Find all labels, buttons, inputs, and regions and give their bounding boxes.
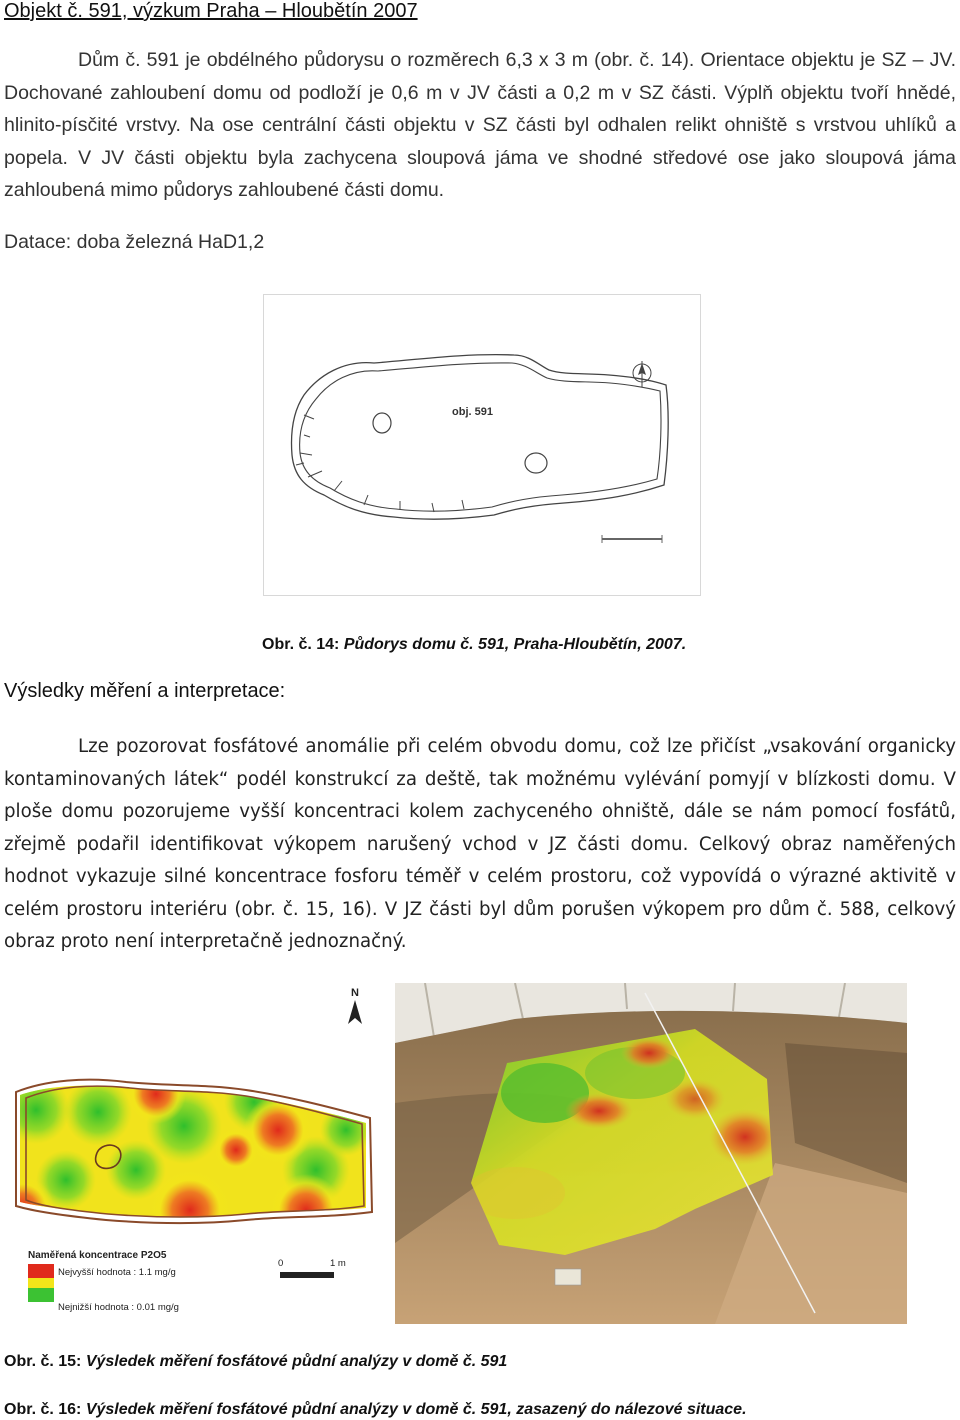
intro-paragraph xyxy=(4,44,956,207)
legend-swatch-min xyxy=(28,1288,54,1302)
excavation-photo xyxy=(395,983,907,1324)
results-text: Lze pozorovat fosfátové anomálie při celém obvodu domu, což lze přičíst „vsakování organicky kontaminovaných látek“ podél konstrukcí za deště, tak možnému vylévání pomyjí v blízkosti domu. V ploše domu pozorujeme vyšší koncentraci kolem zachyceného ohniště, dále se nám pomocí fosfátů, zřejmě podařil identifikovat výkopem narušený vchod v JZ části domu. Celkový obraz naměřených hodnot vykazuje silné koncentrace fosforu téměř v celém prostoru, což vypovídá o výrazné aktivitě v celém prostoru interiéru (obr. č. 15, 16). V JZ části byl dům porušen výkopem pro dům č. 588, celkový obraz proto není interpretačně jednoznačný. xyxy=(4,736,956,952)
scale-bar xyxy=(280,1272,334,1278)
figure-16-photo xyxy=(395,983,907,1324)
phosphate-heatmap xyxy=(6,980,388,1320)
intro-text-1: Dům č. 591 je obdélného půdorysu o rozměrech 6,3 x 3 m (obr. č. 14). Orientace objektu je SZ – JV. Dochované zahloubení domu od podloží je 0,6 m v JV části a 0,2 m v SZ části. Výplň objektu tvoří hnědé, hlinito-písčité vrstvy. xyxy=(4,49,956,136)
figure-15-map xyxy=(6,980,388,1320)
legend-swatch-max xyxy=(28,1264,54,1278)
dating-line: Datace: doba železná HaD1,2 xyxy=(4,231,265,253)
house-plan-drawing xyxy=(264,295,700,595)
results-paragraph xyxy=(4,731,956,959)
figure-15-caption: Obr. č. 15: Výsledek měření fosfátové půdní analýzy v domě č. 591 xyxy=(4,1353,508,1370)
scale-zero: 0 xyxy=(278,1258,284,1269)
legend-title: Naměřená koncentrace P2O5 xyxy=(28,1250,167,1261)
intro-text-2: Na ose centrální části objektu v SZ části byl odhalen relikt ohniště s vrstvou uhlíků a popela. V JV části objektu byla zachycena sloupová jáma ve shodné středové ose jako sloupová jáma zahloubená mimo půdorys zahloubené části domu. xyxy=(4,114,956,201)
figure-16-caption: Obr. č. 16: Výsledek měření fosfátové půdní analýzy v domě č. 591, zasazený do nálezové situace. xyxy=(4,1401,747,1418)
legend-max: Nejvyšší hodnota : 1.1 mg/g xyxy=(58,1267,176,1278)
north-arrow-icon xyxy=(348,1000,362,1024)
figure-14-caption: Obr. č. 14: Půdorys domu č. 591, Praha-Hloubětín, 2007. xyxy=(262,636,687,653)
results-heading: Výsledky měření a interpretace: xyxy=(4,680,286,702)
figure-14-plan xyxy=(263,294,701,596)
plan-label: obj. 591 xyxy=(452,406,493,418)
legend-min: Nejnižší hodnota : 0.01 mg/g xyxy=(58,1302,179,1313)
page-title: Objekt č. 591, výzkum Praha – Hloubětín 2007 xyxy=(4,0,418,22)
scale-one: 1 m xyxy=(330,1258,346,1269)
north-label: N xyxy=(351,987,359,999)
legend-swatch-mid xyxy=(28,1278,54,1288)
